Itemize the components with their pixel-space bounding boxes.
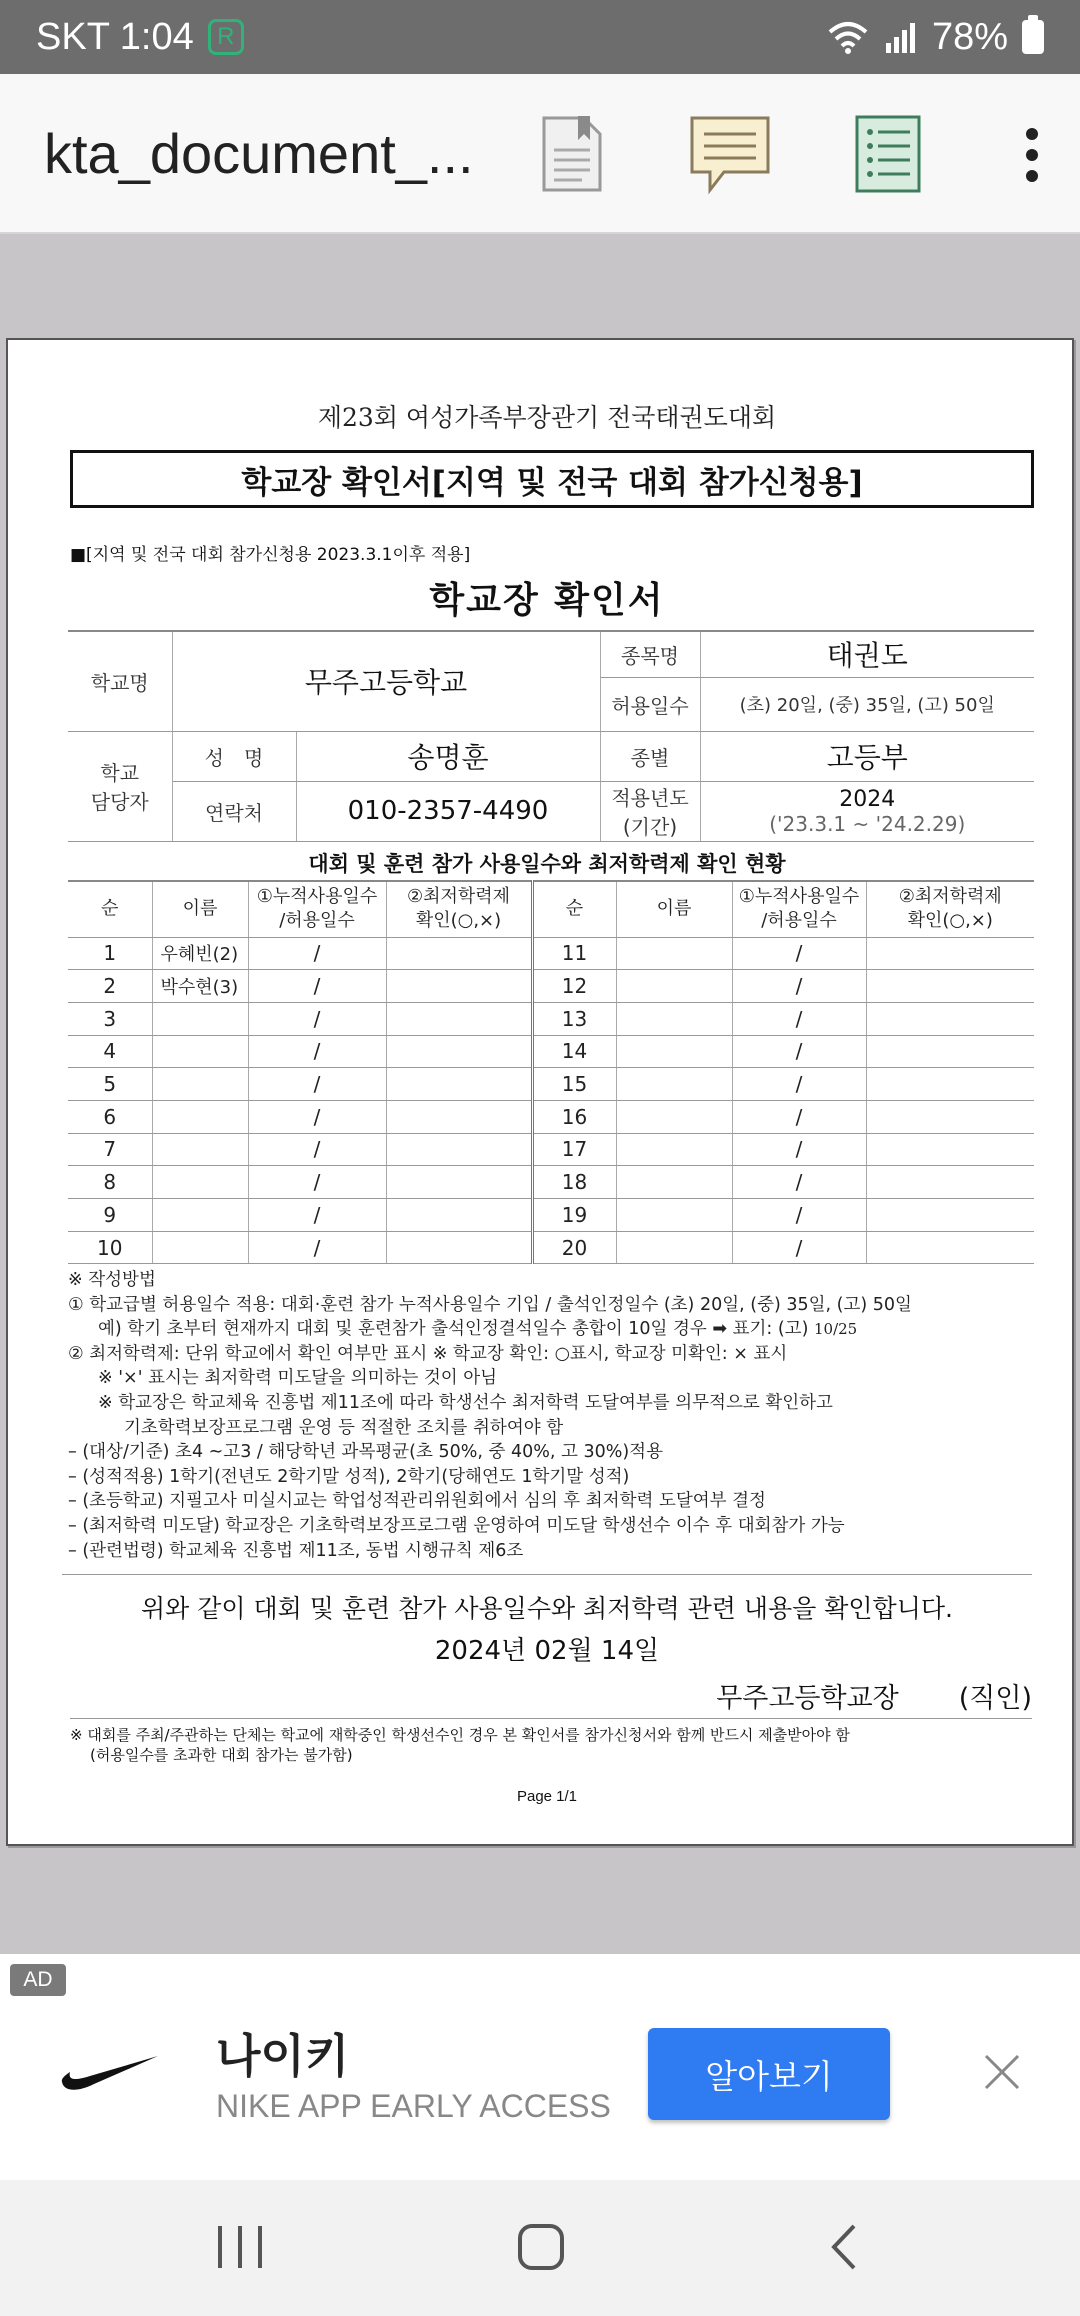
row-min-check <box>866 1035 1034 1068</box>
year-value-cell <box>700 781 1034 841</box>
row-number: 4 <box>68 1035 152 1068</box>
row-name: 박수현(3) <box>152 970 248 1003</box>
comment-icon[interactable] <box>688 114 772 196</box>
home-icon[interactable] <box>518 2224 564 2270</box>
category-label: 종별 <box>600 731 700 781</box>
row-name <box>616 1100 732 1133</box>
footnote: ※ 대회를 주최/주관하는 단체는 학교에 재학중인 학생선수인 경우 본 확인서를 참가신청서와 함께 반드시 제출받아야 함 (허용일수를 초과한 대회 참가는 불가함) <box>70 1718 1032 1765</box>
row-days: / <box>248 1231 386 1264</box>
nike-swoosh-icon[interactable] <box>60 2052 160 2092</box>
more-options-icon[interactable] <box>1024 128 1040 182</box>
learn-more-button[interactable]: 알아보기 <box>648 2028 890 2120</box>
apply-note: ■[지역 및 전국 대회 참가신청용 2023.3.1이후 적용] <box>70 545 471 565</box>
row-min-check <box>866 1231 1034 1264</box>
note-line: ※ 학교장은 학교체육 진흥법 제11조에 따라 학생선수 최저학력 도달여부를 의무적으로 확인하고 <box>98 1392 833 1413</box>
row-number: 15 <box>532 1068 616 1101</box>
table-row <box>68 1133 1034 1166</box>
confirmation-text: 위와 같이 대회 및 훈련 참가 사용일수와 최저학력 관련 내용을 확인합니다. <box>62 1574 1032 1625</box>
row-days: / <box>732 970 866 1003</box>
header-min: ②최저학력제 확인(○,×) <box>866 881 1034 937</box>
status-bar <box>0 0 1080 74</box>
name-value: 송명훈 <box>296 731 600 781</box>
row-name <box>616 970 732 1003</box>
row-number: 17 <box>532 1133 616 1166</box>
outline-list-icon[interactable] <box>854 114 922 194</box>
row-days: / <box>732 1199 866 1232</box>
principal-signature <box>716 1676 1032 1715</box>
row-name: 우혜빈(2) <box>152 937 248 970</box>
status-time: SKT 1:04 <box>36 15 194 58</box>
bookmark-document-icon[interactable] <box>540 114 604 194</box>
allowed-days-label: 허용일수 <box>600 677 700 731</box>
row-min-check <box>386 937 532 970</box>
row-min-check <box>386 970 532 1003</box>
note-line: – (관련법령) 학교체육 진흥법 제11조, 동법 시행규칙 제6조 <box>68 1540 524 1561</box>
header-name: 이름 <box>616 881 732 937</box>
instructions <box>68 1268 1034 1563</box>
header-min: ②최저학력제 확인(○,×) <box>386 881 532 937</box>
document-page <box>6 338 1074 1846</box>
row-days: / <box>248 1035 386 1068</box>
row-days: / <box>732 1035 866 1068</box>
row-min-check <box>386 1231 532 1264</box>
ad-title[interactable]: 나이키 <box>216 2029 350 2083</box>
row-min-check <box>866 1133 1034 1166</box>
row-min-check <box>386 1068 532 1101</box>
row-min-check <box>866 970 1034 1003</box>
row-days: / <box>248 1166 386 1199</box>
row-name <box>616 1068 732 1101</box>
note-line: – (초등학교) 지필고사 미실시교는 학업성적관리위원회에서 심의 후 최저학력 도달여부 결정 <box>68 1491 766 1512</box>
wifi-icon <box>826 20 870 54</box>
sport-value: 태권도 <box>700 631 1034 677</box>
row-min-check <box>866 1100 1034 1133</box>
row-number: 12 <box>532 970 616 1003</box>
row-min-check <box>386 1035 532 1068</box>
row-number: 11 <box>532 937 616 970</box>
school-info-table <box>68 630 1034 842</box>
row-number: 9 <box>68 1199 152 1232</box>
row-name <box>152 1100 248 1133</box>
table-row <box>68 1231 1034 1264</box>
name-label: 성 명 <box>172 731 296 781</box>
ad-banner[interactable] <box>0 1954 1080 2180</box>
row-name <box>152 1231 248 1264</box>
row-number: 7 <box>68 1133 152 1166</box>
row-days: / <box>248 970 386 1003</box>
header-name: 이름 <box>152 881 248 937</box>
form-box-title: 학교장 확인서[지역 및 전국 대회 참가신청용] <box>70 450 1034 508</box>
note-line: ① 학교급별 허용일수 적용: 대회·훈련 참가 누적사용일수 기입 / 출석인정일수 (초) 20일, (중) 35일, (고) 50일 <box>68 1294 912 1315</box>
row-name <box>152 1002 248 1035</box>
row-min-check <box>386 1166 532 1199</box>
row-min-check <box>386 1002 532 1035</box>
row-name <box>616 1133 732 1166</box>
row-name <box>616 1199 732 1232</box>
row-days: / <box>248 1002 386 1035</box>
table-row <box>68 970 1034 1003</box>
table-row <box>68 1068 1034 1101</box>
document-date: 2024년 02월 14일 <box>434 1636 660 1666</box>
row-name <box>152 1068 248 1101</box>
row-name <box>152 1166 248 1199</box>
row-min-check <box>866 937 1034 970</box>
school-label: 학교명 <box>68 631 172 731</box>
sport-label: 종목명 <box>600 631 700 677</box>
table-row <box>68 1100 1034 1133</box>
row-days: / <box>732 1068 866 1101</box>
row-number: 1 <box>68 937 152 970</box>
year-label: 적용년도 (기간) <box>600 781 700 841</box>
row-name <box>616 1035 732 1068</box>
row-number: 16 <box>532 1100 616 1133</box>
row-number: 20 <box>532 1231 616 1264</box>
row-number: 3 <box>68 1002 152 1035</box>
note-heading: ※ 작성방법 <box>68 1270 156 1290</box>
note-line: 예) 학기 초부터 현재까지 대회 및 훈련참가 출석인정결석일수 총합이 10일 경우 ➡ 표기: (고) 10/25 <box>98 1319 858 1340</box>
seal-label: (직인) <box>958 1683 1032 1714</box>
row-name <box>152 1199 248 1232</box>
row-name <box>616 1166 732 1199</box>
navigation-bar <box>0 2180 1080 2316</box>
main-title: 학교장 확인서 <box>429 580 665 621</box>
year-value: 2024 <box>839 786 896 812</box>
row-name <box>152 1133 248 1166</box>
app-bar <box>0 74 1080 234</box>
row-min-check <box>386 1199 532 1232</box>
row-name <box>152 1035 248 1068</box>
row-days: / <box>732 1002 866 1035</box>
row-days: / <box>732 1100 866 1133</box>
note-line: ※ '×' 표시는 최저학력 미도달을 의미하는 것이 아님 <box>98 1368 498 1389</box>
row-days: / <box>248 937 386 970</box>
ad-tag: AD <box>10 1964 66 1996</box>
row-days: / <box>732 1231 866 1264</box>
status-table-title: 대회 및 훈련 참가 사용일수와 최저학력제 확인 현황 <box>308 852 786 876</box>
usage-table <box>68 880 1034 1264</box>
row-days: / <box>248 1100 386 1133</box>
row-days: / <box>248 1068 386 1101</box>
battery-percent: 78% <box>931 15 1008 58</box>
row-min-check <box>866 1166 1034 1199</box>
back-icon[interactable] <box>828 2222 858 2272</box>
header-days: ①누적사용일수 /허용일수 <box>732 881 866 937</box>
close-icon[interactable] <box>980 2050 1024 2094</box>
row-name <box>616 1231 732 1264</box>
year-period: ('23.3.1 ~ '24.2.29) <box>769 811 966 836</box>
row-min-check <box>866 1199 1034 1232</box>
note-line: – (최저학력 미도달) 학교장은 기초학력보장프로그램 운영하여 미도달 학생선수 이수 후 대회참가 가능 <box>68 1515 845 1536</box>
table-row <box>68 1166 1034 1199</box>
signal-icon <box>884 21 918 53</box>
row-number: 14 <box>532 1035 616 1068</box>
row-number: 8 <box>68 1166 152 1199</box>
header-days: ①누적사용일수 /허용일수 <box>248 881 386 937</box>
app-notification-icon: R <box>208 19 244 55</box>
principal-name: 무주고등학교장 <box>716 1683 899 1714</box>
row-number: 10 <box>68 1231 152 1264</box>
contact-value: 010-2357-4490 <box>296 781 600 841</box>
event-title: 제23회 여성가족부장관기 전국태권도대회 <box>317 403 777 432</box>
row-number: 19 <box>532 1199 616 1232</box>
note-line: – (대상/기준) 초4 ~고3 / 해당학년 과목평균(초 50%, 중 40%, 고 30%)적용 <box>68 1442 663 1463</box>
row-number: 18 <box>532 1166 616 1199</box>
row-days: / <box>732 937 866 970</box>
table-row <box>68 1199 1034 1232</box>
table-row <box>68 1035 1034 1068</box>
row-days: / <box>732 1166 866 1199</box>
note-line: ② 최저학력제: 단위 학교에서 확인 여부만 표시 ※ 학교장 확인: ○표시, 학교장 미확인: × 표시 <box>68 1343 788 1364</box>
manager-label: 학교 담당자 <box>68 731 172 841</box>
page-number: Page 1/1 <box>516 1788 578 1805</box>
table-row <box>68 1002 1034 1035</box>
row-min-check <box>866 1002 1034 1035</box>
document-title: kta_document_... <box>44 121 474 185</box>
category-value: 고등부 <box>700 731 1034 781</box>
row-min-check <box>866 1068 1034 1101</box>
header-num: 순 <box>68 881 152 937</box>
row-days: / <box>732 1133 866 1166</box>
note-line: – (성적적용) 1학기(전년도 2학기말 성적), 2학기(당해연도 1학기말 성적) <box>68 1466 630 1487</box>
contact-label: 연락처 <box>172 781 296 841</box>
table-row <box>68 937 1034 970</box>
document-viewer[interactable] <box>0 234 1080 1954</box>
row-days: / <box>248 1133 386 1166</box>
row-number: 6 <box>68 1100 152 1133</box>
recent-apps-icon[interactable] <box>218 2226 262 2268</box>
school-value: 무주고등학교 <box>172 631 600 731</box>
allowed-days-value: (초) 20일, (중) 35일, (고) 50일 <box>700 677 1034 731</box>
header-num: 순 <box>532 881 616 937</box>
row-name <box>616 1002 732 1035</box>
row-name <box>616 937 732 970</box>
note-line: 기초학력보장프로그램 운영 등 적절한 조치를 취하여야 함 <box>124 1417 564 1438</box>
row-min-check <box>386 1100 532 1133</box>
battery-icon <box>1022 20 1044 54</box>
row-days: / <box>248 1199 386 1232</box>
row-number: 2 <box>68 970 152 1003</box>
row-min-check <box>386 1133 532 1166</box>
row-number: 5 <box>68 1068 152 1101</box>
ad-subtitle[interactable]: NIKE APP EARLY ACCESS <box>216 2088 611 2124</box>
row-number: 13 <box>532 1002 616 1035</box>
